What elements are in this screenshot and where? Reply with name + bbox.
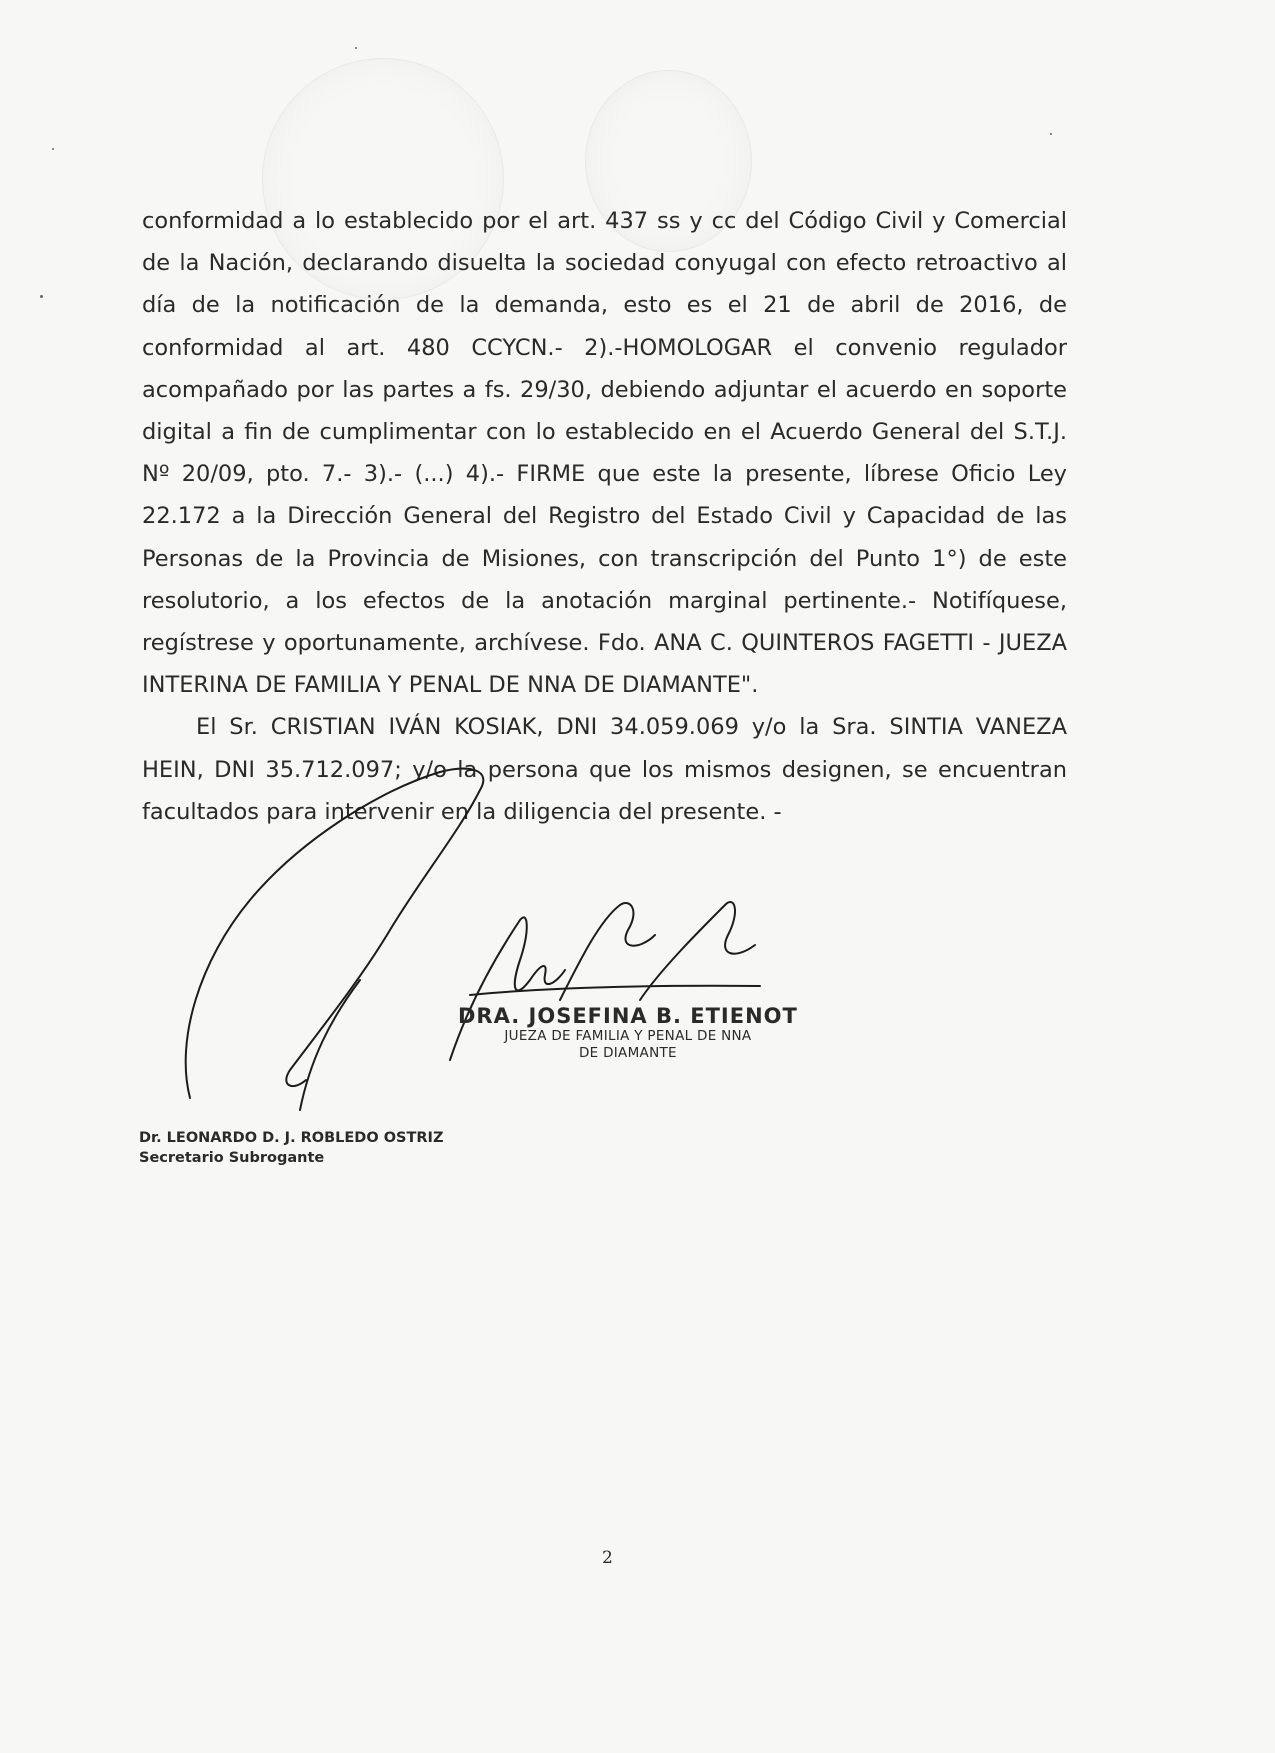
secretary-name: Dr. LEONARDO D. J. ROBLEDO OSTRIZ (139, 1130, 444, 1146)
page-number: 2 (602, 1548, 613, 1568)
body-paragraph-2: El Sr. CRISTIAN IVÁN KOSIAK, DNI 34.059.069 y/o la Sra. SINTIA VANEZA HEIN, DNI 35.712.097; y/o la persona que los mismos designen, se encuentran facultados para intervenir en la diligencia del presente. - (142, 714, 1067, 825)
scan-speck (40, 295, 43, 298)
scan-speck (1050, 133, 1052, 135)
judge-title-line-2: DE DIAMANTE (578, 1045, 677, 1061)
judge-signature-block (458, 1004, 798, 1062)
secretary-signature-block (139, 1128, 443, 1168)
body-paragraph-1: conformidad a lo establecido por el art. 437 ss y cc del Código Civil y Comercial de la Nación, declarando disuelta la sociedad conyugal con efecto retroactivo al día de la notificación de la demanda, esto es el 21 de abril de 2016, de conformidad al art. 480 CCYCN.- 2).-HOMOLOGAR el convenio regulador acompañado por las partes a fs. 29/30, debiendo adjuntar el acuerdo en soporte digital a fin de cumplimentar con lo establecido en el Acuerdo General del S.T.J. Nº 20/09, pto. 7.- 3).- (...) 4).- FIRME que este la presente, líbrese Oficio Ley 22.172 a la Dirección General del Registro del Estado Civil y Capacidad de las Personas de la Provincia de Misiones, con transcripción del Punto 1°) de este resolutorio, a los efectos de la anotación marginal pertinente.- Notifíquese, regístrese y oportunamente, archívese. Fdo. ANA C. QUINTEROS FAGETTI - JUEZA INTERINA DE FAMILIA Y PENAL DE NNA DE DIAMANTE". (142, 208, 1067, 699)
scan-speck (355, 47, 357, 49)
scan-speck (52, 148, 54, 150)
document-body (142, 200, 1067, 833)
secretary-role: Secretario Subrogante (139, 1150, 325, 1166)
judge-name: DRA. JOSEFINA B. ETIENOT (458, 1004, 798, 1028)
judge-title-line-1: JUEZA DE FAMILIA Y PENAL DE NNA (504, 1028, 752, 1044)
